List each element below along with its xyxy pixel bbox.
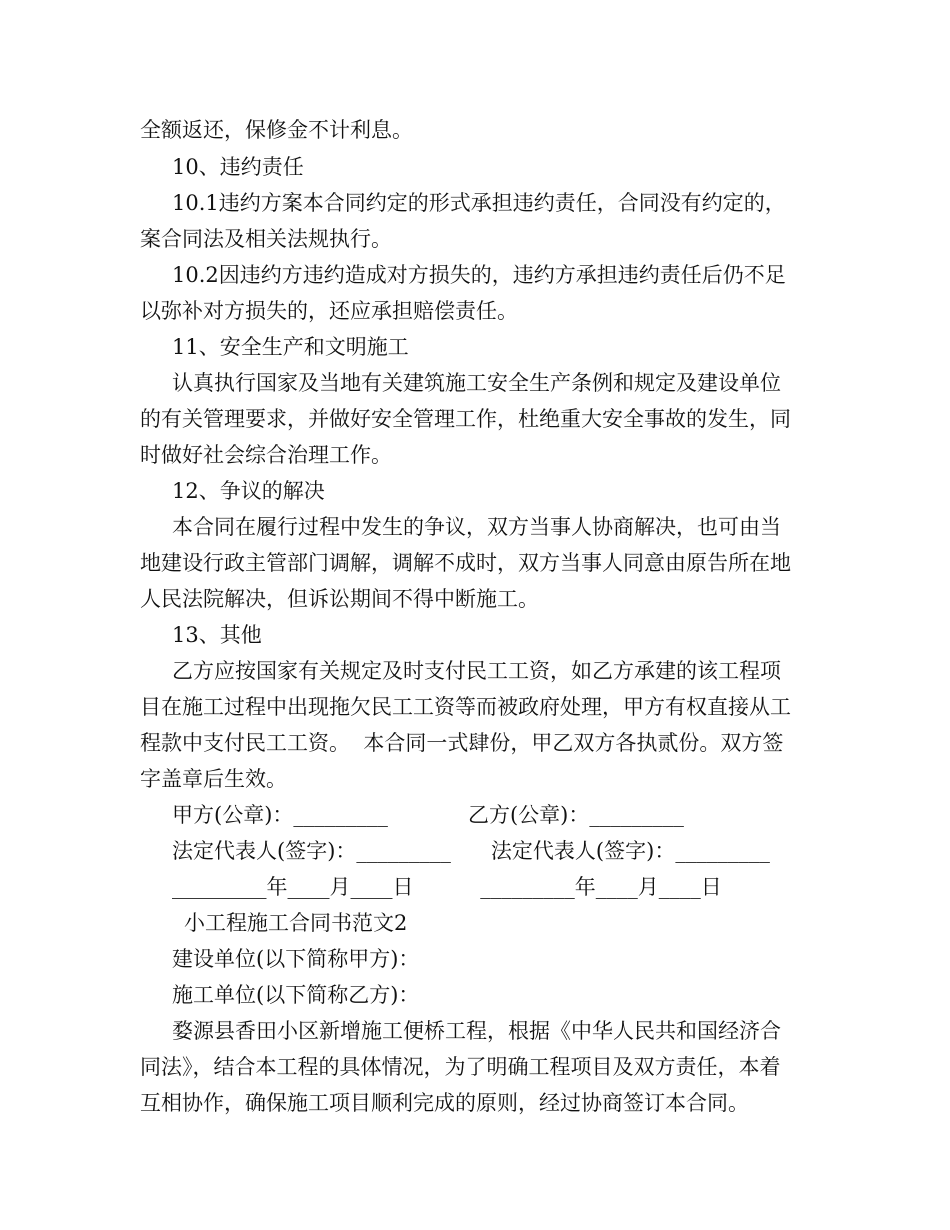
body-text: 目在施工过程中出现拖欠民工工资等而被政府处理，甲方有权直接从工 — [140, 695, 791, 719]
clause-text: 以弥补对方损失的，还应承担赔偿责任。 — [140, 299, 518, 323]
clause-text: 10.2因违约方违约造成对方损失的，违约方承担违约责任后仍不足 — [172, 263, 786, 287]
date-line: _________年____月____日 _________年____月____日 — [172, 875, 722, 899]
body-text: 本合同在履行过程中发生的争议，双方当事人协商解决，也可由当 — [172, 515, 781, 539]
section-heading: 13、其他 — [172, 623, 262, 647]
field-line: 施工单位(以下简称乙方)： — [172, 983, 420, 1007]
clause-text: 案合同法及相关法规执行。 — [140, 227, 392, 251]
section-heading: 10、违约责任 — [172, 155, 304, 179]
clause-text: 10.1违约方案本合同约定的形式承担违约责任，合同没有约定的， — [172, 191, 786, 215]
body-text: 乙方应按国家有关规定及时支付民工工资，如乙方承建的该工程项 — [172, 659, 781, 683]
field-line: 建设单位(以下简称甲方)： — [172, 947, 420, 971]
section-heading: 11、安全生产和文明施工 — [172, 335, 409, 359]
body-text: 时做好社会综合治理工作。 — [140, 443, 392, 467]
section-heading: 12、争议的解决 — [172, 479, 325, 503]
body-text: 人民法院解决，但诉讼期间不得中断施工。 — [140, 587, 539, 611]
body-text: 同法》，结合本工程的具体情况，为了明确工程项目及双方责任，本着 — [140, 1055, 781, 1079]
document-title: 小工程施工合同书范文2 — [184, 911, 408, 935]
body-text: 的有关管理要求，并做好安全管理工作，杜绝重大安全事故的发生，同 — [140, 407, 791, 431]
body-text: 字盖章后生效。 — [140, 767, 287, 791]
signature-line: 法定代表人(签字)：_________ 法定代表人(签字)：_________ — [172, 839, 770, 863]
signature-line: 甲方(公章)：_________ 乙方(公章)：_________ — [172, 803, 684, 827]
body-text: 程款中支付民工工资。 本合同一式肆份，甲乙双方各执贰份。双方签 — [140, 731, 784, 755]
body-text: 地建设行政主管部门调解，调解不成时，双方当事人同意由原告所在地 — [140, 551, 791, 575]
body-text: 婺源县香田小区新增施工便桥工程，根据《中华人民共和国经济合 — [172, 1019, 781, 1043]
body-text: 互相协作，确保施工项目顺利完成的原则，经过协商签订本合同。 — [140, 1091, 749, 1115]
body-text: 认真执行国家及当地有关建筑施工安全生产条例和规定及建设单位 — [172, 371, 781, 395]
body-text: 全额返还，保修金不计利息。 — [140, 118, 413, 142]
